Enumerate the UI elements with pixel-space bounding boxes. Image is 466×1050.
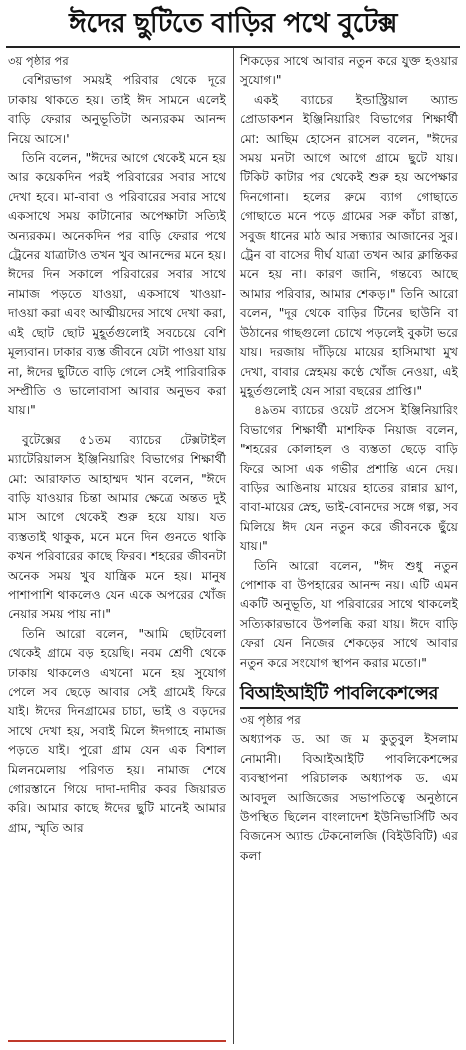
left-column: [8, 52, 226, 838]
paragraph: বুটেক্সের ৫১তম ব্যাচের টেক্সটাইল ম্যাটেরিয়ালস ইঞ্জিনিয়ারিং বিভাগের শিক্ষার্থী মো: আরাফাত আহাম্মদ খান বলেন, "ঈদে বাড়ি যাওয়ার চিন্তা আমার ক্ষেত্রে অন্তত দুই মাস আগে থেকেই শুরু হয়ে যায়। যত ব্যস্ততাই থাকুক, মনে মনে দিন গুনতে থাকি কখন পরিবারের কাছে ফিরব। শহরের জীবনটা অনেক সময় খুব যান্ত্রিক মনে হয়। মানুষ পাশাপাশি থাকলেও যেন একে অপরের খোঁজ নেয়ার সময় পায় না।": [8, 432, 226, 622]
paragraph: তিনি আরো বলেন, "ঈদ শুধু নতুন পোশাক বা উপহারের আনন্দ নয়। এটি এমন একটি অনুভূতি, যা পরিবারের সাথে থাকলেই সত্যিকারভাবে উপলব্ধি করা যায়। ঈদে বাড়ি ফেরা যেন নিজের শেকড়ের সাথে আবার নতুন করে সংযোগ স্থাপন করার মতো।": [240, 558, 458, 670]
paragraph: অধ্যাপক ড. আ জ ম কুতুবুল ইসলাম নোমানী। বিআইআইটি পাবলিকেশন্সের ব্যবস্থাপনা পরিচালক অধ্যাপক ড. এম আবদুল আজিজের সভাপতিত্বে অনুষ্ঠানে উপস্থিত ছিলেন বাংলাদেশ ইউনিভার্সিটি অব বিজনেস অ্যান্ড টেকনোলজি (বিইউবিটি) এর কলা: [240, 732, 458, 863]
paragraph: একই ব্যাচের ইন্ডাস্ট্রিয়াল অ্যান্ড প্রোডাকশন ইঞ্জিনিয়ারিং বিভাগের শিক্ষার্থী মো: আছিম হোসেন রাসেল বলেন, "ঈদের সময় মনটা আগে আগে গ্রামে ছুটে যায়। টিকিট কাটার পর থেকেই শুরু হয় অপেক্ষার দিনগোনা। হলের রুমে ব্যাগ গোছাতে গোছাতে মনে পড়ে গ্রামের সরু কাঁচা রাস্তা, সবুজ ধানের মাঠ আর সন্ধ্যার আজানের সুর। ট্রেন বা বাসের দীর্ঘ যাত্রা তখন আর ক্লান্তিকর মনে হয় না। কারণ জানি, গন্তব্যে আছে আমার পরিবার, আমার শেকড়।" তিনি আরো বলেন, "দূর থেকে বাড়ির টিনের ছাউনি বা উঠানের গাছগুলো চোখে পড়লেই বুকটা ভরে যায়। দরজায় দাঁড়িয়ে মায়ের হাসিমাখা মুখ দেখা, বাবার স্নেহময় কণ্ঠে খোঁজ নেওয়া, এই মুহূর্তগুলোই যেন সারা বছরের প্রাপ্তি।": [240, 92, 458, 398]
paragraph: তিনি আরো বলেন, "আমি ছোটবেলা থেকেই গ্রামে বড় হয়েছি। নবম শ্রেণী থেকে ঢাকায় থাকলেও এখনো মনে হয় সুযোগ পেলে সব ছেড়ে আবার সেই গ্রামেই ফিরে যাই। ঈদের দিনগ্রামের চাচা, ভাই ও বড়দের সাথে দেখা হয়, সবাই মিলে ঈদগাহে নামাজ পড়তে যাই। পুরো গ্রাম যেন এক বিশাল মিলনমেলায় পরিণত হয়। নামাজ শেষে গোরস্তানে গিয়ে দাদা-দাদীর কবর জিয়ারত করি। আমার কাছে ঈদের ছুটি মানেই আমার গ্রাম, স্মৃতি আর: [8, 626, 226, 835]
article-headline: ঈদের ছুটিতে বাড়ির পথে বুটেক্স: [69, 8, 397, 39]
paragraph: শিকড়ের সাথে আবার নতুন করে যুক্ত হওয়ার সুযোগ।": [240, 54, 458, 88]
column-divider: [233, 48, 234, 1044]
second-article-headline: বিআইআইটি পাবলিকেশন্সের: [240, 681, 458, 709]
paragraph: বেশিরভাগ সময়ই পরিবার থেকে দূরে ঢাকায় থাকতে হয়। তাই ঈদ সামনে এলেই বাড়ি ফেরার অনুভূতিটা অন্যরকম আনন্দ নিয়ে আসে।': [8, 73, 226, 146]
paragraph: ৪৯তম ব্যাচের ওয়েট প্রসেস ইঞ্জিনিয়ারিং বিভাগের শিক্ষার্থী মাশফিক নিয়াজ বলেন, "শহরের কোলাহল ও ব্যস্ততা ছেড়ে বাড়ি ফিরে আসা এক গভীর প্রশান্তি এনে দেয়। বাড়ির আঙিনায় মায়ের হাতের রান্নার ঘ্রাণ, বাবা-মায়ের স্নেহ, ভাই-বোনদের সঙ্গে গল্প, সব মিলিয়ে ঈদ যেন নতুন করে জীবনকে ছুঁয়ে যায়।": [240, 403, 458, 554]
bottom-accent-rule: [8, 1040, 226, 1042]
paragraph-gap: [8, 421, 226, 431]
continued-note: ৩য় পৃষ্ঠার পর: [240, 713, 301, 727]
right-column: [240, 52, 458, 866]
continued-note: ৩য় পৃষ্ঠার পর: [8, 54, 69, 68]
paragraph: তিনি বলেন, "ঈদের আগে থেকেই মনে হয় আর কয়েকদিন পরই পরিবারের সবার সাথে দেখা হবে। মা-বাবা ও পরিবারের সবার সাথে একসাথে সময় কাটানোর অপেক্ষাটা সত্যিই অন্যরকম। অনেকদিন পর বাড়ি ফেরার পথে ট্রেনের যাত্রাটাও তখন খুব আনন্দের মনে হয়। ঈদের দিন সকালে পরিবারের সবার সাথে নামাজ পড়তে যাওয়া, একসাথে খাওয়া-দাওয়া করা এবং আত্মীয়দের সাথে দেখা করা, এই ছোট ছোট মুহূর্তগুলোই সবচেয়ে বেশি মূল্যবান। ঢাকার ব্যস্ত জীবনে যেটা পাওয়া যায় না, ঈদের ছুটিতে বাড়ি গেলে সেই পারিবারিক সম্প্রীতি ও ভালোবাসা আবার অনুভব করা যায়।": [8, 151, 226, 418]
